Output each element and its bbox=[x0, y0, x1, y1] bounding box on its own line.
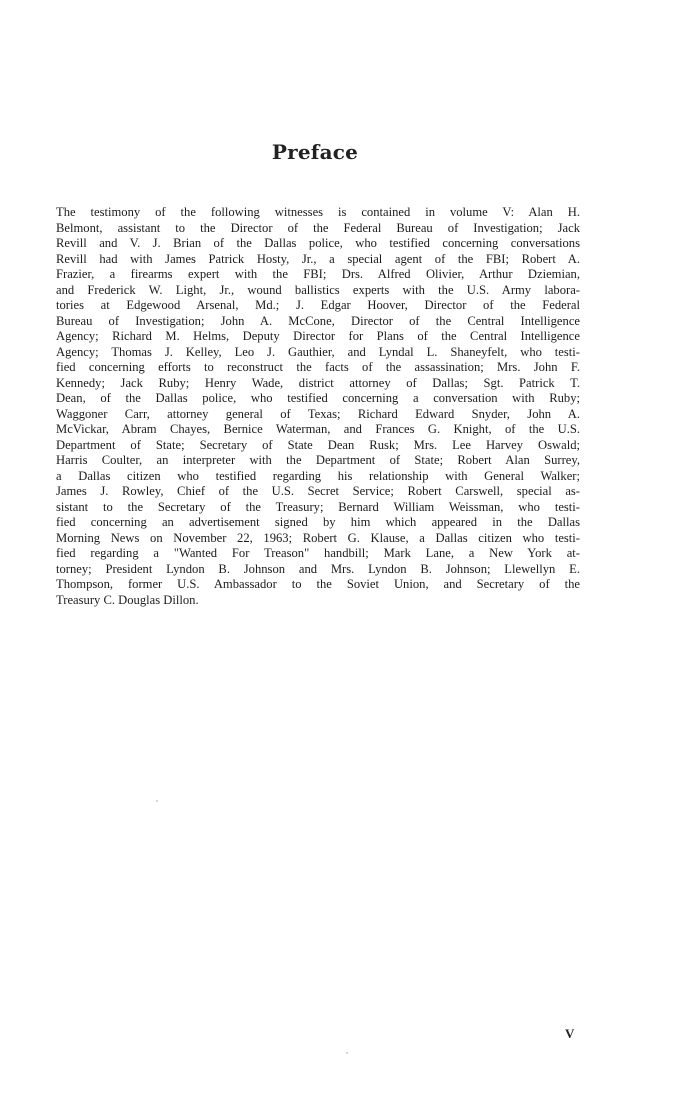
preface-paragraph bbox=[56, 205, 580, 608]
paragraph-line: a Dallas citizen who testified regarding his relationship with General Walker; bbox=[56, 468, 580, 483]
paragraph-line: Morning News on November 22, 1963; Robert G. Klause, a Dallas citizen who testi- bbox=[56, 530, 580, 545]
paragraph-line: Agency; Thomas J. Kelley, Leo J. Gauthier, and Lyndal L. Shaneyfelt, who testi- bbox=[56, 344, 580, 359]
paragraph-line: Dean, of the Dallas police, who testified concerning a conversation with Ruby; bbox=[56, 391, 580, 405]
paragraph-line: sistant to the Secretary of the Treasury; Bernard William Weissman, who testi- bbox=[56, 499, 580, 514]
scan-speck bbox=[156, 800, 158, 802]
paragraph-line: Waggoner Carr, attorney general of Texas; Richard Edward Snyder, John A. bbox=[56, 406, 580, 421]
paragraph-line: Belmont, assistant to the Director of the Federal Bureau of Investigation; Jack bbox=[56, 220, 580, 235]
paragraph-line: Revill had with James Patrick Hosty, Jr., a special agent of the FBI; Robert A. bbox=[56, 251, 580, 266]
paragraph-line: James J. Rowley, Chief of the U.S. Secret Service; Robert Carswell, special as- bbox=[56, 484, 580, 498]
paragraph-line: fied regarding a "Wanted For Treason" handbill; Mark Lane, a New York at- bbox=[56, 546, 580, 560]
paragraph-line: and Frederick W. Light, Jr., wound ballistics experts with the U.S. Army labora- bbox=[56, 282, 580, 297]
paragraph-line: tories at Edgewood Arsenal, Md.; J. Edgar Hoover, Director of the Federal bbox=[56, 298, 580, 312]
paragraph-line: torney; President Lyndon B. Johnson and Mrs. Lyndon B. Johnson; Llewellyn E. bbox=[56, 561, 580, 576]
paragraph-line: McVickar, Abram Chayes, Bernice Waterman, and Frances G. Knight, of the U.S. bbox=[56, 422, 580, 436]
paragraph-line: The testimony of the following witnesses is contained in volume V: Alan H. bbox=[56, 205, 580, 219]
paragraph-line: Thompson, former U.S. Ambassador to the Soviet Union, and Secretary of the bbox=[56, 577, 580, 591]
page-number: V bbox=[565, 1026, 575, 1041]
paragraph-line: Harris Coulter, an interpreter with the Department of State; Robert Alan Surrey, bbox=[56, 453, 580, 467]
scan-speck bbox=[346, 1052, 348, 1054]
paragraph-line: Frazier, a firearms expert with the FBI; Drs. Alfred Olivier, Arthur Dziemian, bbox=[56, 267, 580, 281]
paragraph-line: Bureau of Investigation; John A. McCone, Director of the Central Intelligence bbox=[56, 313, 580, 328]
paragraph-line: Department of State; Secretary of State Dean Rusk; Mrs. Lee Harvey Oswald; bbox=[56, 437, 580, 452]
page-title: Preface bbox=[271, 140, 359, 164]
paragraph-line: fied concerning efforts to reconstruct the facts of the assassination; Mrs. John F. bbox=[56, 360, 580, 374]
paragraph-line: fied concerning an advertisement signed by him which appeared in the Dallas bbox=[56, 515, 580, 529]
paragraph-line: Treasury C. Douglas Dillon. bbox=[56, 592, 199, 607]
paragraph-line: Revill and V. J. Brian of the Dallas police, who testified concerning conversations bbox=[56, 236, 580, 250]
paragraph-line: Kennedy; Jack Ruby; Henry Wade, district attorney of Dallas; Sgt. Patrick T. bbox=[56, 375, 580, 390]
paragraph-line: Agency; Richard M. Helms, Deputy Director for Plans of the Central Intelligence bbox=[56, 329, 580, 343]
